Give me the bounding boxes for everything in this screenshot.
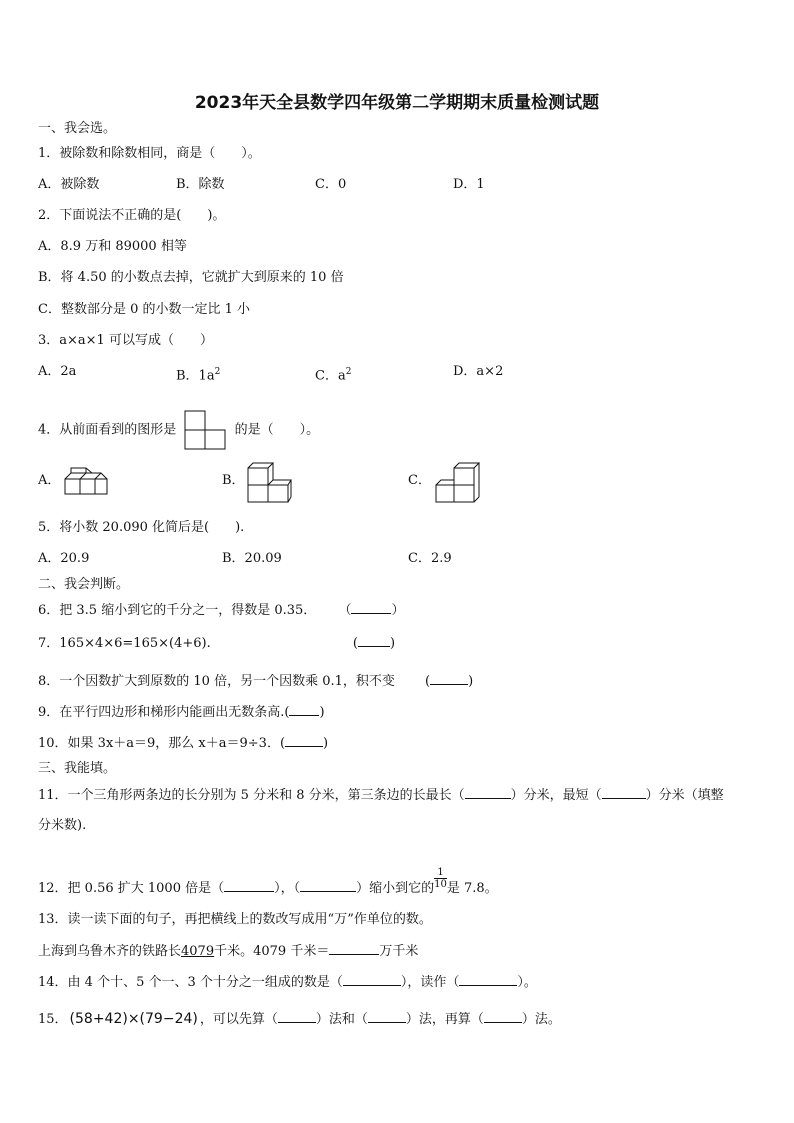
q1-option-d: D．1 (453, 177, 485, 192)
question-9: 9．在平行四边形和梯形内能画出无数条高.( ) (38, 705, 325, 720)
question-2: 2．下面说法不正确的是( )。 (38, 208, 226, 223)
question-12: 12．把 0.56 扩大 1000 倍是（ ），（ ）缩小到它的 $\frac{1}{10}$ 是 7.8。 (38, 867, 498, 896)
section-heading: 二、我会判断。 (38, 577, 130, 592)
q1-option-c: C．0 (315, 177, 347, 192)
question-4: 4．从前面看到的图形是 的是（ ）。 (38, 410, 319, 450)
q3-option-d: D．a×2 (453, 364, 504, 379)
section-heading: 一、我会选。 (38, 121, 117, 136)
front-view-figure (184, 410, 226, 450)
q4-option-a-figure (64, 467, 110, 501)
question-11-line-2: 分米数). (38, 818, 87, 833)
answer-blank[interactable] (224, 879, 274, 892)
q3-option-a: A．2a (38, 364, 77, 379)
answer-blank[interactable] (459, 973, 517, 986)
q3-option-b: B．$1a^2$ (176, 367, 221, 384)
q4-option-b-figure (246, 460, 292, 504)
answer-blank[interactable] (465, 786, 511, 799)
question-13: 13．读一读下面的句子，再把横线上的数改写成用“万”作单位的数。 (38, 912, 432, 927)
question-5: 5．将小数 20.090 化简后是( ). (38, 520, 245, 535)
answer-blank[interactable] (484, 1010, 522, 1023)
q4-option-b: B． (222, 473, 245, 488)
fraction: $\frac{1}{10}$ (434, 867, 447, 890)
math-expression: (58+42)×(79−24) (69, 1011, 198, 1027)
q4-option-c: C． (408, 473, 431, 488)
answer-blank[interactable] (285, 734, 323, 747)
question-10: 10．如果 3x＋a＝9，那么 x＋a＝9÷3．( ) (38, 736, 329, 751)
section-heading: 三、我能填。 (38, 761, 117, 776)
answer-blank[interactable] (351, 601, 391, 614)
q5-option-b: B．20.09 (222, 551, 282, 566)
question-11-line-1: 11．一个三角形两条边的长分别为 5 分米和 8 分米，第三条边的长最长（ ）分米，最短（ ）分米（填整 (38, 788, 724, 803)
question-1: 1．被除数和除数相同，商是（ ）。 (38, 146, 261, 161)
q3-option-c: C．$a^2$ (315, 367, 352, 384)
q5-option-a: A．20.9 (38, 551, 90, 566)
answer-blank[interactable] (289, 703, 319, 716)
answer-blank[interactable] (368, 1010, 406, 1023)
q1-option-b: B．除数 (176, 177, 225, 192)
q2-option-c: C．整数部分是 0 的小数一定比 1 小 (38, 302, 251, 317)
question-7: 7．165×4×6=165×(4+6). ( ) (38, 636, 396, 651)
answer-blank[interactable] (300, 879, 356, 892)
answer-blank[interactable] (329, 942, 379, 955)
q4-option-a: A． (38, 473, 61, 488)
q4-option-c-figure (434, 460, 480, 504)
answer-blank[interactable] (602, 786, 646, 799)
question-3: 3．a×a×1 可以写成（ ） (38, 333, 213, 348)
answer-blank[interactable] (430, 672, 468, 685)
question-13-line-2: 上海到乌鲁木齐的铁路长4079千米。4079 千米＝ 万千米 (38, 944, 419, 959)
question-14: 14．由 4 个十、5 个一、3 个十分之一组成的数是（ ），读作（ ）。 (38, 975, 537, 990)
question-8: 8．一个因数扩大到原数的 10 倍，另一个因数乘 0.1，积不变 ( ) (38, 674, 474, 689)
question-6: 6．把 3.5 缩小到它的千分之一，得数是 0.35． （ ） (38, 603, 405, 618)
q5-option-c: C．2.9 (408, 551, 452, 566)
answer-blank[interactable] (278, 1010, 316, 1023)
answer-blank[interactable] (343, 973, 401, 986)
question-15: 15． (58+42)×(79−24) ，可以先算（ ）法和（ ）法，再算（ ）法。 (38, 1011, 561, 1027)
q2-option-b: B．将 4.50 的小数点去掉，它就扩大到原来的 10 倍 (38, 270, 344, 285)
q1-option-a: A．被除数 (38, 177, 100, 192)
page-title: 2023年天全县数学四年级第二学期期末质量检测试题 (194, 93, 600, 113)
answer-blank[interactable] (358, 634, 390, 647)
q2-option-a: A．8.9 万和 89000 相等 (38, 239, 187, 254)
